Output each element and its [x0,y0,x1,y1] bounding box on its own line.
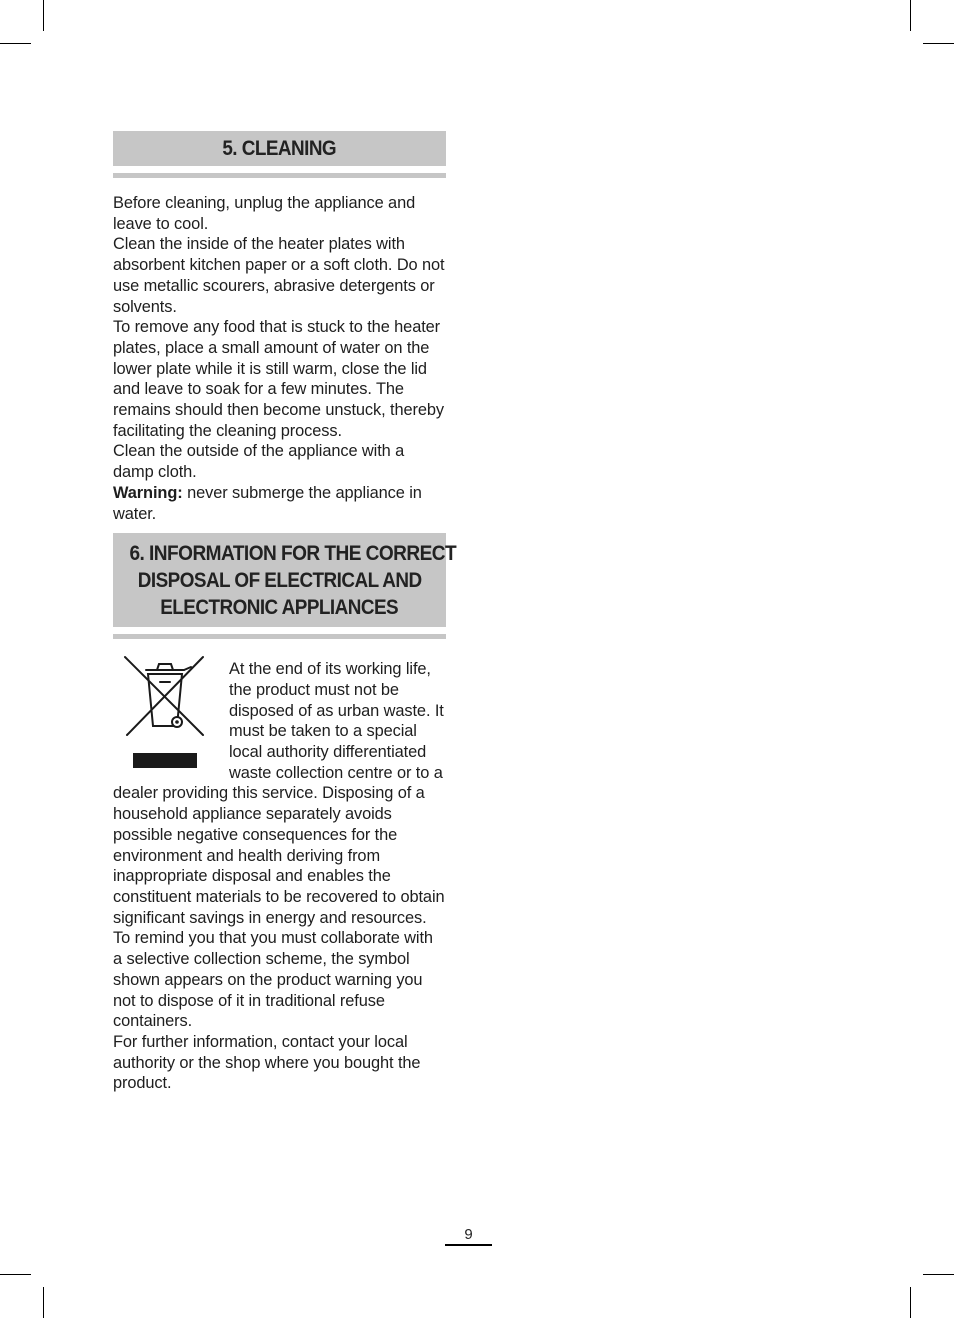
section-6-body [113,659,446,1094]
crop-mark [0,1274,31,1275]
section-divider [113,173,446,178]
crop-mark [910,0,911,31]
crop-mark [923,1274,954,1275]
content-column [113,131,457,1094]
paragraph: Clean the inside of the heater plates with absorbent kitchen paper or a soft cloth. Do not use metallic scourers, abrasive detergents or solvents. [113,235,445,316]
section-6-heading [113,533,457,627]
crop-mark [910,1287,911,1318]
warning-paragraph [113,483,446,524]
crop-mark [923,43,954,44]
section-divider [113,634,446,639]
heading-line: 6. INFORMATION FOR THE CORRECT [129,542,457,566]
crop-mark [0,43,31,44]
paragraph: Clean the outside of the appliance with a damp cloth. [113,442,405,482]
crossed-out-wheelie-bin-icon [113,654,223,772]
section-5-heading: 5. CLEANING [113,131,446,166]
section-5-body [113,193,446,524]
warning-text: never submerge the appliance in water. [113,483,422,523]
crop-mark [43,1287,44,1318]
paragraph: Before cleaning, unplug the appliance and leave to cool. [113,194,416,233]
page-number: 9 [464,1226,473,1243]
page-number-rule [445,1244,492,1246]
heading-line: ELECTRONIC APPLIANCES [160,596,399,620]
heading-line: DISPOSAL OF ELECTRICAL AND [137,569,422,593]
warning-label: Warning: [113,483,183,502]
paragraph: At the end of its working life, the product must not be disposed of as urban waste. It must be taken to a special local authority differentiated waste collection centre or to a dealer providing this service. Disposing of a household appliance separately avoids possible negative consequences for the environment and health deriving from inappropriate disposal and enables the constituent materials to be recovered to obtain significant savings in energy and resources. [113,660,445,927]
paragraph: To remind you that you must collaborate with a selective collection scheme, the symbol shown appears on the product warning you not to dispose of it in traditional refuse containers. [113,929,433,1031]
paragraph: For further information, contact your local authority or the shop where you bought the product. [113,1032,421,1093]
crop-mark [43,0,44,31]
paragraph: To remove any food that is stuck to the heater plates, place a small amount of water on the lower plate while it is still warm, close the lid and leave to soak for a few minutes. The remains should then become unstuck, thereby facilitating the cleaning process. [113,318,444,440]
